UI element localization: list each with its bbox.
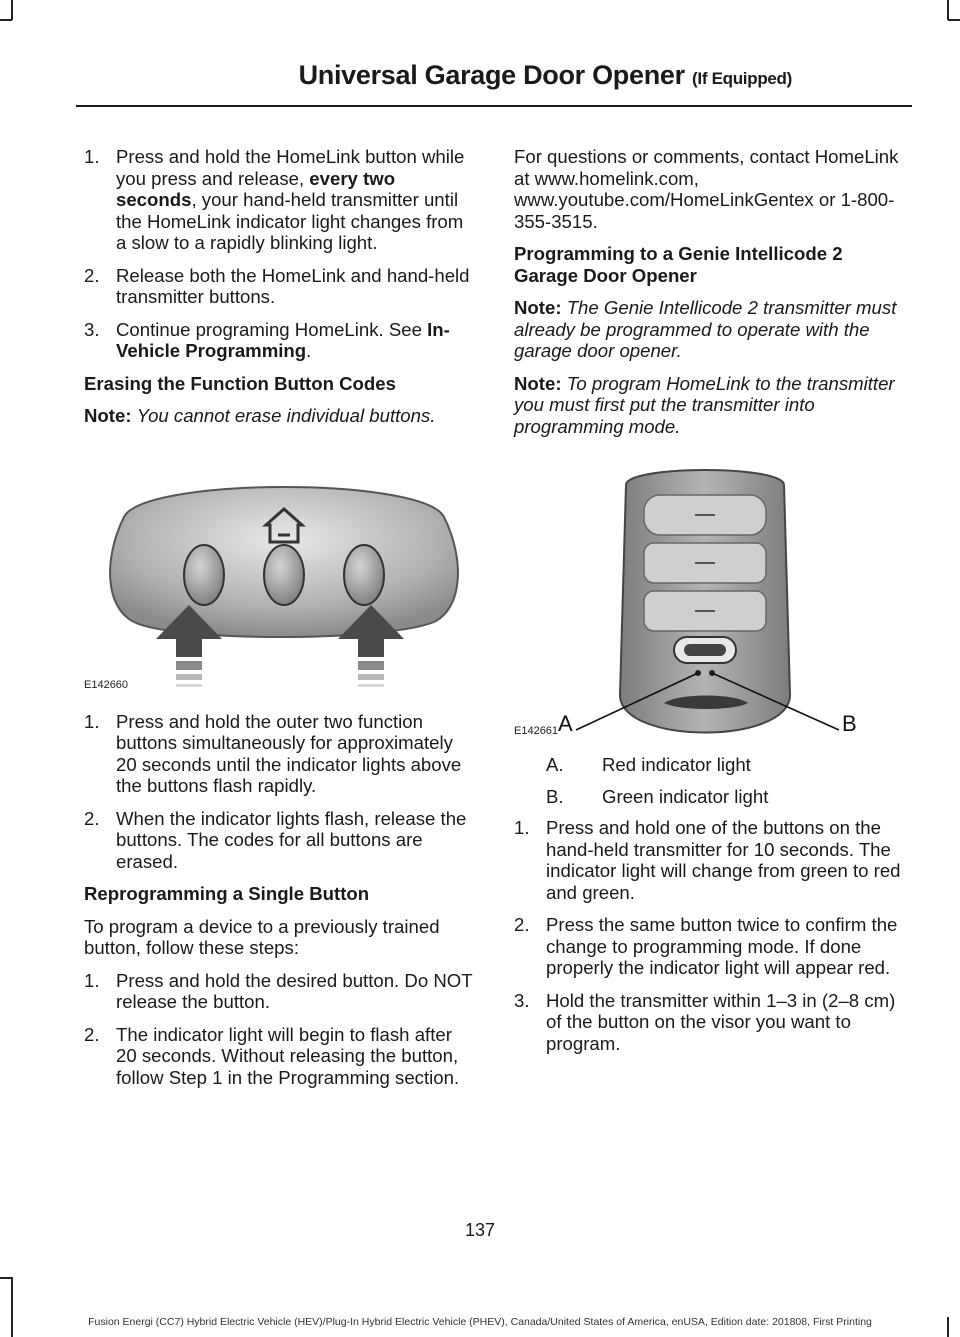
left-column [84,146,474,1099]
list-item-text: Release both the HomeLink and hand-held transmitter buttons. [116,264,470,307]
crop-mark-bottom-left-h [0,1277,12,1279]
figure-legend [546,754,904,807]
crop-mark-top-left-h [0,19,12,21]
page-title [299,60,792,91]
transmitter-illustration [514,455,904,740]
figure-homelink-buttons [84,447,474,697]
section-heading-genie: Programming to a Genie Intellicode 2 Garage Door Opener [514,243,843,286]
crop-mark-top-right-h [948,19,960,21]
list-item [84,319,474,362]
section-heading-erase: Erasing the Function Button Codes [84,372,396,394]
list-item [514,817,904,903]
list-item-number: 1. [84,969,100,991]
contact-paragraph: For questions or comments, contact HomeLink at www.homelink.com, www.youtube.com/HomeLinkGentex or 1-800-355-3515. [514,146,899,232]
list-item-text: Press and hold the outer two function buttons simultaneously for approximately 20 seconds until the indicator lights above the buttons flash rapidly. [116,710,462,796]
callout-label-a: A [558,711,573,736]
figure-genie-transmitter [514,455,904,740]
list-item-number: 2. [84,264,100,286]
page-number: 137 [464,1220,496,1240]
list-item-text: The indicator light will begin to flash after 20 seconds. Without releasing the button, follow Step 1 in the Programming section. [116,1023,460,1088]
list-item-number: 2. [84,1023,100,1045]
list-item-text: Press and hold one of the buttons on the hand-held transmitter for 10 seconds. The indicator light will change from green to red and green. [546,817,901,903]
list-item-text: Continue programing HomeLink. See In-Vehicle Programming. [116,318,450,361]
section-heading-reprogramming: Reprogramming a Single Button [84,883,370,904]
header-divider [76,105,912,107]
note: Note: To program HomeLink to the transmitter you must first put the transmitter into programming mode. [514,372,895,437]
list-item [514,990,904,1055]
legend-row: B. Green indicator light [546,785,769,807]
footer: Fusion Energi (CC7) Hybrid Electric Vehicle (HEV)/Plug-In Hybrid Electric Vehicle (PHEV), Canada/United States of America, enUSA, Edition date: 201808, First Printing [88,1316,872,1328]
crop-mark-top-right-v [947,0,949,20]
list-item-text: Hold the transmitter within 1–3 in (2–8 cm) of the button on the visor you want to program. [546,989,896,1054]
list-item [84,265,474,308]
list-item [514,914,904,979]
list-item-text: When the indicator lights flash, release the buttons. The codes for all buttons are erased. [116,807,467,872]
page-title-suffix: (If Equipped) [692,69,792,88]
list-item-text: Press the same button twice to confirm the change to programming mode. If done properly the indicator light will appear red. [546,914,898,978]
list-item-number: 3. [514,989,530,1011]
paragraph: To program a device to a previously trained button, follow these steps: [84,915,440,958]
list-item-text: Press and hold the HomeLink button while you press and release, every two seconds, your hand-held transmitter until the HomeLink indicator light changes from a slow to a rapidly blinking light. [116,146,465,253]
list-item-number: 2. [514,914,530,935]
right-column [514,146,904,1065]
list-item [84,146,474,254]
right-function-button [344,545,384,605]
callout-label-b: B [842,711,857,736]
note: Note: The Genie Intellicode 2 transmitter must already be programmed to operate with the garage door opener. [514,297,897,361]
list-item-number: 2. [84,807,100,829]
list-item-number: 1. [84,710,100,732]
figure-code: E142660 [84,679,129,691]
left-function-button [184,545,224,605]
center-function-button [264,545,304,605]
legend-row: A. Red indicator light [546,754,751,775]
list-item-number: 1. [84,146,100,167]
page-title-main: Universal Garage Door Opener [298,60,685,90]
list-item [84,1024,474,1089]
list-item [84,970,474,1013]
crop-mark-top-left-v [11,0,13,20]
crop-mark-bottom-left-v [11,1277,13,1337]
list-item-number: 3. [84,318,100,340]
homelink-illustration [84,447,474,697]
note: Note: You cannot erase individual buttons. [84,405,436,426]
list-item [84,808,474,873]
figure-code: E142661 [514,724,559,737]
list-item-text: Press and hold the desired button. Do NOT release the button. [116,969,473,1012]
list-item-number: 1. [514,817,530,838]
cross-reference-link[interactable]: In-Vehicle Programming [116,318,450,361]
list-item [84,711,474,797]
